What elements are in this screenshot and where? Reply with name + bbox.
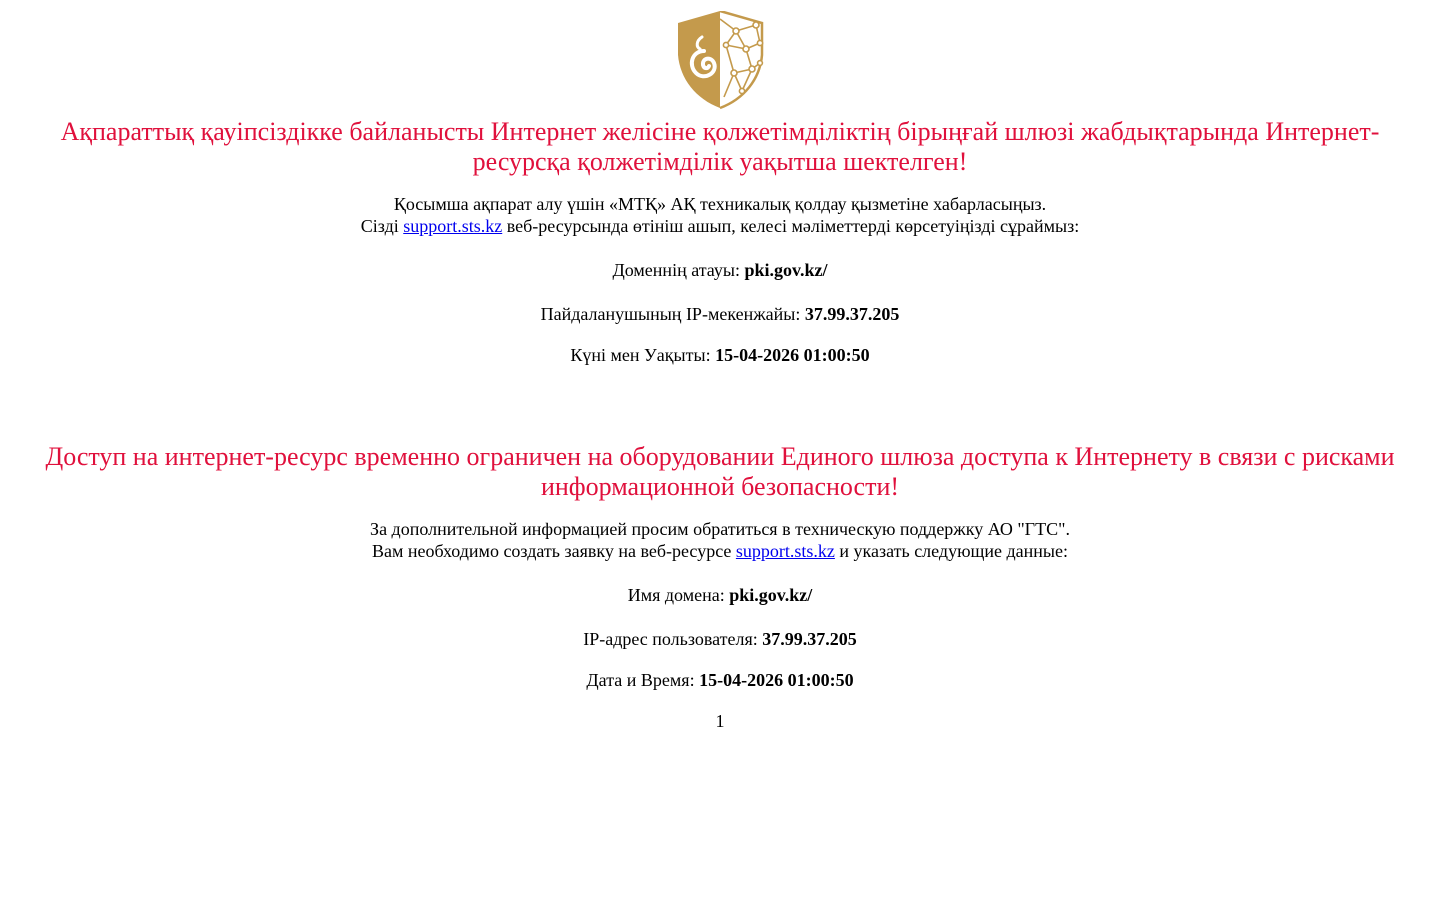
ip-label-kz: Пайдаланушының IP-мекенжайы: [540, 304, 805, 324]
ip-value-ru: 37.99.37.205 [762, 629, 857, 649]
datetime-label-kz: Күні мен Уақыты: [570, 345, 716, 365]
logo-container [0, 0, 1440, 110]
headline-kz: Ақпараттық қауіпсіздікке байланысты Интернет желісіне қолжетімділіктің бірыңғай шлюзі жабдықтарында Интернет-ресурсқа қолжетімділік уақытша шектелген! [60, 117, 1380, 176]
shield-logo-icon [674, 11, 766, 110]
domain-field-ru [0, 584, 1440, 606]
datetime-value-ru: 15-04-2026 01:00:50 [699, 670, 854, 690]
ip-field-ru [0, 628, 1440, 650]
intro-ru-line1: За дополнительной информацией просим обратиться в техническую поддержку АО "ГТС". [370, 519, 1070, 539]
page-counter: 1 [715, 711, 725, 731]
support-link-ru[interactable]: support.sts.kz [735, 541, 835, 561]
intro-kz-line2-post: веб-ресурсында өтініш ашып, келесі мәліметтерді көрсетуіңізді сұраймыз: [502, 216, 1080, 236]
intro-ru-line2-post: и указать следующие данные: [834, 541, 1069, 561]
domain-value-ru: pki.gov.kz/ [729, 585, 813, 605]
domain-label-ru: Имя домена: [627, 585, 730, 605]
intro-kz-line2-pre: Сізді [360, 216, 404, 236]
domain-label-kz: Доменнің атауы: [612, 260, 745, 280]
intro-kz-line2 [0, 215, 1440, 237]
ip-field-kz [0, 303, 1440, 325]
headline-ru: Доступ на интернет-ресурс временно ограничен на оборудовании Единого шлюза доступа к Интернету в связи с рисками информационной безопасности! [45, 442, 1395, 501]
domain-value-kz: pki.gov.kz/ [744, 260, 828, 280]
datetime-field-ru [0, 669, 1440, 691]
datetime-value-kz: 15-04-2026 01:00:50 [715, 345, 870, 365]
intro-ru-line2 [0, 540, 1440, 562]
intro-kz-line1: Қосымша ақпарат алу үшін «МТҚ» АҚ техникалық қолдау қызметіне хабарласыңыз. [393, 194, 1047, 214]
support-link-kz[interactable]: support.sts.kz [403, 216, 503, 236]
intro-ru [0, 518, 1440, 562]
ip-label-ru: IP-адрес пользователя: [583, 629, 763, 649]
datetime-label-ru: Дата и Время: [586, 670, 700, 690]
ip-value-kz: 37.99.37.205 [804, 304, 900, 324]
intro-kz [0, 193, 1440, 237]
intro-ru-line2-pre: Вам необходимо создать заявку на веб-ресурсе [371, 541, 736, 561]
domain-field-kz [0, 259, 1440, 281]
datetime-field-kz [0, 344, 1440, 366]
